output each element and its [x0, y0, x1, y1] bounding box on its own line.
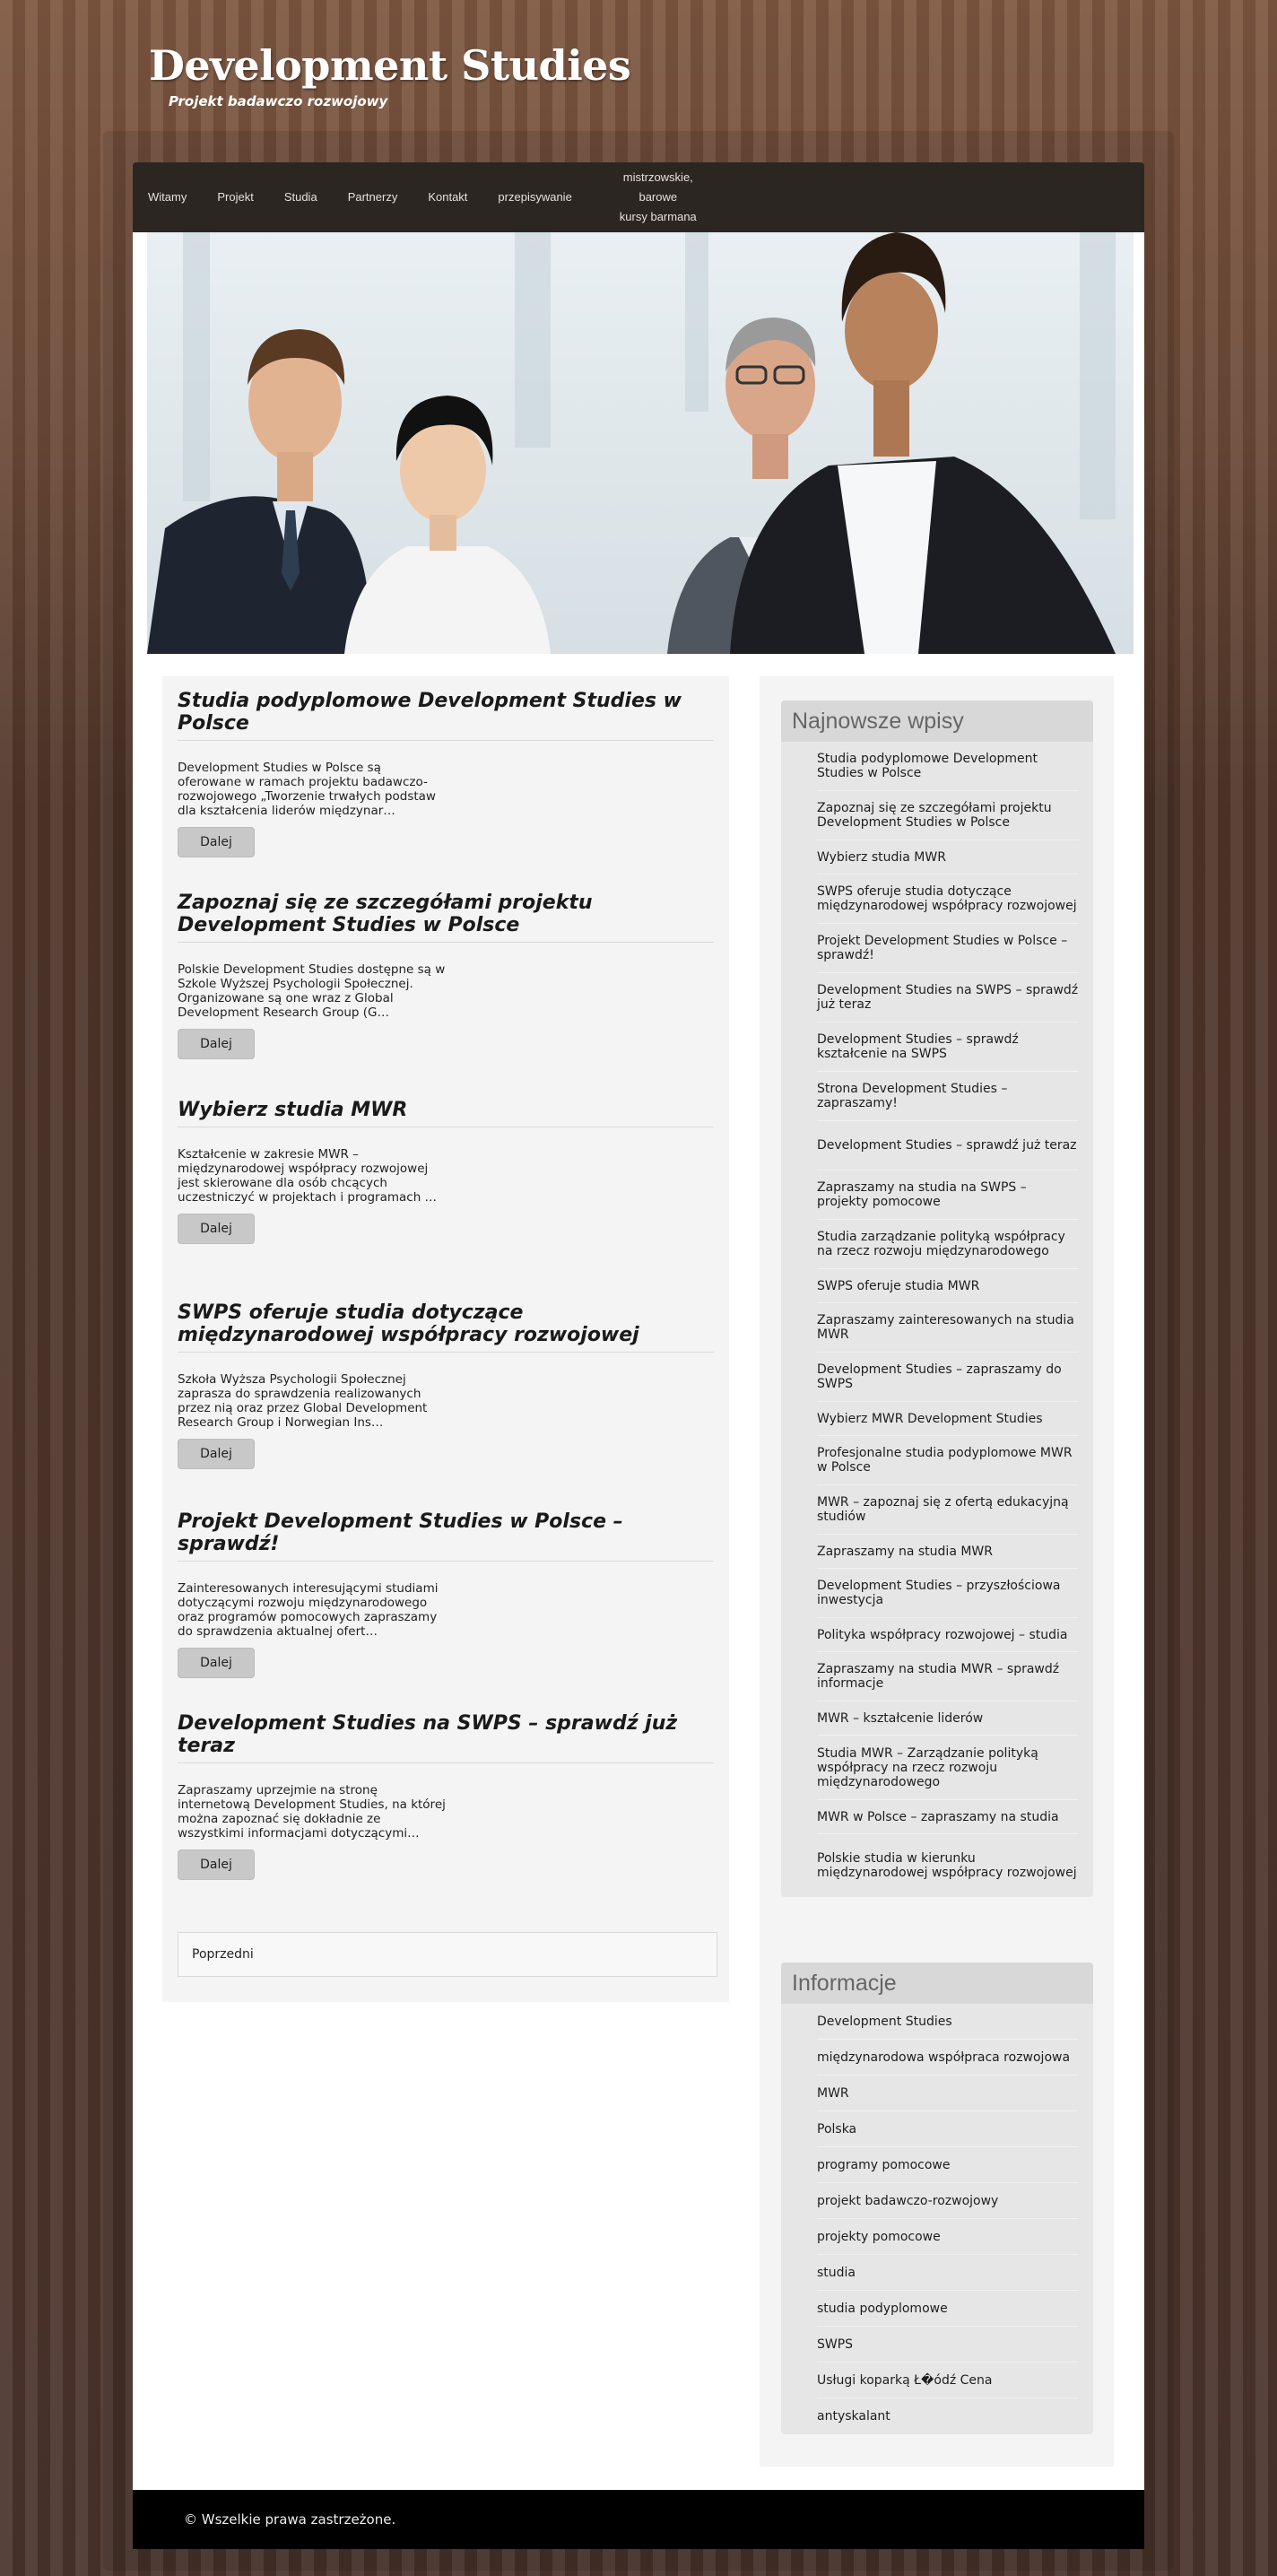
sidebar-link[interactable]: studia podyplomowe: [817, 2291, 1079, 2327]
pagination-prev[interactable]: Poprzedni: [178, 1932, 717, 1977]
sidebar-link[interactable]: MWR – zapoznaj się z ofertą edukacyjną studiów: [817, 1485, 1079, 1535]
post-title[interactable]: Wybierz studia MWR: [178, 1099, 714, 1127]
sidebar-link[interactable]: Zapraszamy na studia MWR: [817, 1535, 1079, 1569]
site-tagline: Projekt badawczo rozwojowy: [169, 93, 388, 109]
sidebar-link[interactable]: Development Studies – sprawdź kształcenie na SWPS: [817, 1023, 1079, 1072]
sidebar-link[interactable]: projekty pomocowe: [817, 2219, 1079, 2255]
sidebar-link[interactable]: Development Studies – przyszłościowa inwestycja: [817, 1569, 1079, 1618]
nav-item-partnerzy[interactable]: Partnerzy: [347, 190, 398, 204]
read-more-button[interactable]: Dalej: [178, 1648, 255, 1678]
sidebar-link[interactable]: projekt badawczo-rozwojowy: [817, 2183, 1079, 2219]
sidebar-link[interactable]: Wybierz MWR Development Studies: [817, 1402, 1079, 1436]
page-body: [133, 232, 1144, 2490]
sidebar-link[interactable]: MWR: [817, 2076, 1079, 2111]
tags-widget: [781, 1962, 1093, 2434]
nav-item-kursy-line1: mistrzowskie, barowe: [622, 170, 693, 204]
sidebar-link[interactable]: Development Studies na SWPS – sprawdź już teraz: [817, 973, 1079, 1023]
post-title[interactable]: Development Studies na SWPS – sprawdź już teraz: [178, 1712, 714, 1763]
main-nav: [133, 162, 1144, 232]
recent-posts-title: Najnowsze wpisy: [781, 701, 1093, 742]
post-item: [178, 892, 714, 1059]
nav-item-kontakt[interactable]: Kontakt: [428, 190, 468, 204]
post-excerpt: Zapraszamy uprzejmie na stronę internetową Development Studies, na której można zapoznać się dokładnie ze wszystkimi informacjami dotyczącymi…: [178, 1783, 446, 1841]
sidebar-link[interactable]: Polskie studia w kierunku międzynarodowej współpracy rozwojowej: [817, 1851, 1077, 1880]
sidebar-link[interactable]: Polityka współpracy rozwojowej – studia: [817, 1618, 1079, 1652]
sidebar-link[interactable]: SWPS oferuje studia MWR: [817, 1269, 1079, 1303]
sidebar-link[interactable]: Wybierz studia MWR: [817, 840, 1079, 875]
nav-item-witamy[interactable]: Witamy: [148, 190, 187, 204]
sidebar: [760, 676, 1114, 2467]
tags-title: Informacje: [781, 1962, 1093, 2004]
sidebar-link[interactable]: Projekt Development Studies w Polsce – sprawdź!: [817, 924, 1079, 973]
post-title[interactable]: SWPS oferuje studia dotyczące międzynarodowej współpracy rozwojowej: [178, 1301, 714, 1353]
nav-item-przepisywanie[interactable]: przepisywanie: [498, 190, 572, 204]
nav-item-projekt[interactable]: Projekt: [217, 190, 254, 204]
sidebar-link[interactable]: Development Studies – zapraszamy do SWPS: [817, 1353, 1079, 1402]
sidebar-link[interactable]: Strona Development Studies – zapraszamy!: [817, 1072, 1079, 1121]
post-excerpt: Development Studies w Polsce są oferowane w ramach projektu badawczo-rozwojowego „Tworzenie trwałych podstaw dla kształcenia liderów międzynar…: [178, 761, 436, 818]
recent-posts-list: [781, 742, 1093, 1897]
post-excerpt: Polskie Development Studies dostępne są w Szkole Wyższej Psychologii Społecznej. Organizowane są one wraz z Global Development Research Group (G…: [178, 962, 446, 1020]
sidebar-link[interactable]: międzynarodowa współpraca rozwojowa: [817, 2040, 1079, 2076]
recent-posts-widget: [781, 701, 1093, 1897]
sidebar-link[interactable]: MWR w Polsce – zapraszamy na studia: [817, 1800, 1079, 1834]
post-item: [178, 1510, 714, 1678]
read-more-button[interactable]: Dalej: [178, 1849, 255, 1880]
read-more-button[interactable]: Dalej: [178, 1439, 255, 1469]
hero-image: [147, 232, 1134, 654]
site-header: [0, 0, 1277, 135]
post-item: [178, 1712, 714, 1880]
sidebar-link[interactable]: Polska: [817, 2111, 1079, 2147]
post-title[interactable]: Projekt Development Studies w Polsce – sprawdź!: [178, 1510, 714, 1562]
post-item: [178, 1301, 714, 1469]
hero-people-illustration: [147, 232, 1134, 654]
sidebar-link[interactable]: Zapraszamy na studia MWR – sprawdź informacje: [817, 1652, 1079, 1701]
nav-item-kursy-line2: kursy barmana: [619, 210, 697, 223]
footer: © Wszelkie prawa zastrzeżone.: [133, 2490, 1144, 2549]
sidebar-link[interactable]: Studia zarządzanie polityką współpracy na rzecz rozwoju międzynarodowego: [817, 1220, 1079, 1269]
sidebar-link[interactable]: Development Studies – sprawdź już teraz: [817, 1121, 1079, 1171]
post-item: [178, 1099, 714, 1244]
post-excerpt: Szkoła Wyższa Psychologii Społecznej zaprasza do sprawdzenia realizowanych przez nią oraz przez Global Development Research Group i Norwegian Ins…: [178, 1372, 428, 1430]
sidebar-link[interactable]: programy pomocowe: [817, 2147, 1079, 2183]
sidebar-link[interactable]: antyskalant: [817, 2409, 890, 2424]
post-excerpt: Zainteresowanych interesującymi studiami dotyczącymi rozwoju międzynarodowego oraz programów pomocowych zapraszamy do sprawdzenia aktualnej ofert…: [178, 1581, 439, 1639]
read-more-button[interactable]: Dalej: [178, 1029, 255, 1059]
nav-item-kursy-barmana[interactable]: [603, 168, 714, 227]
sidebar-link[interactable]: Development Studies: [817, 2004, 1079, 2040]
read-more-button[interactable]: Dalej: [178, 1214, 255, 1244]
sidebar-link[interactable]: MWR – kształcenie liderów: [817, 1701, 1079, 1736]
post-item: [178, 690, 714, 857]
tags-list: [781, 2004, 1093, 2434]
sidebar-link[interactable]: SWPS: [817, 2327, 1079, 2363]
sidebar-link[interactable]: Studia MWR – Zarządzanie polityką współpracy na rzecz rozwoju międzynarodowego: [817, 1736, 1079, 1800]
nav-item-studia[interactable]: Studia: [283, 190, 317, 204]
sidebar-link[interactable]: SWPS oferuje studia dotyczące międzynarodowej współpracy rozwojowej: [817, 875, 1079, 924]
sidebar-link[interactable]: Zapraszamy na studia na SWPS – projekty pomocowe: [817, 1171, 1079, 1220]
sidebar-link[interactable]: Profesjonalne studia podyplomowe MWR w Polsce: [817, 1436, 1079, 1485]
post-title[interactable]: Studia podyplomowe Development Studies w Polsce: [178, 690, 714, 741]
sidebar-link[interactable]: Zapoznaj się ze szczegółami projektu Development Studies w Polsce: [817, 791, 1079, 840]
sidebar-link[interactable]: Zapraszamy zainteresowanych na studia MWR: [817, 1303, 1079, 1353]
site-title[interactable]: Development Studies: [149, 41, 631, 90]
read-more-button[interactable]: Dalej: [178, 827, 255, 857]
post-excerpt: Kształcenie w zakresie MWR – międzynarodowej współpracy rozwojowej jest skierowane dla osób chcących uczestniczyć w projektach i programach …: [178, 1147, 438, 1205]
sidebar-link[interactable]: Studia podyplomowe Development Studies w Polsce: [817, 742, 1079, 791]
main-content: [162, 676, 729, 2002]
post-title[interactable]: Zapoznaj się ze szczegółami projektu Development Studies w Polsce: [178, 892, 714, 943]
sidebar-link[interactable]: Usługi koparką Ł�ódź Cena: [817, 2363, 1079, 2398]
sidebar-link[interactable]: studia: [817, 2255, 1079, 2291]
